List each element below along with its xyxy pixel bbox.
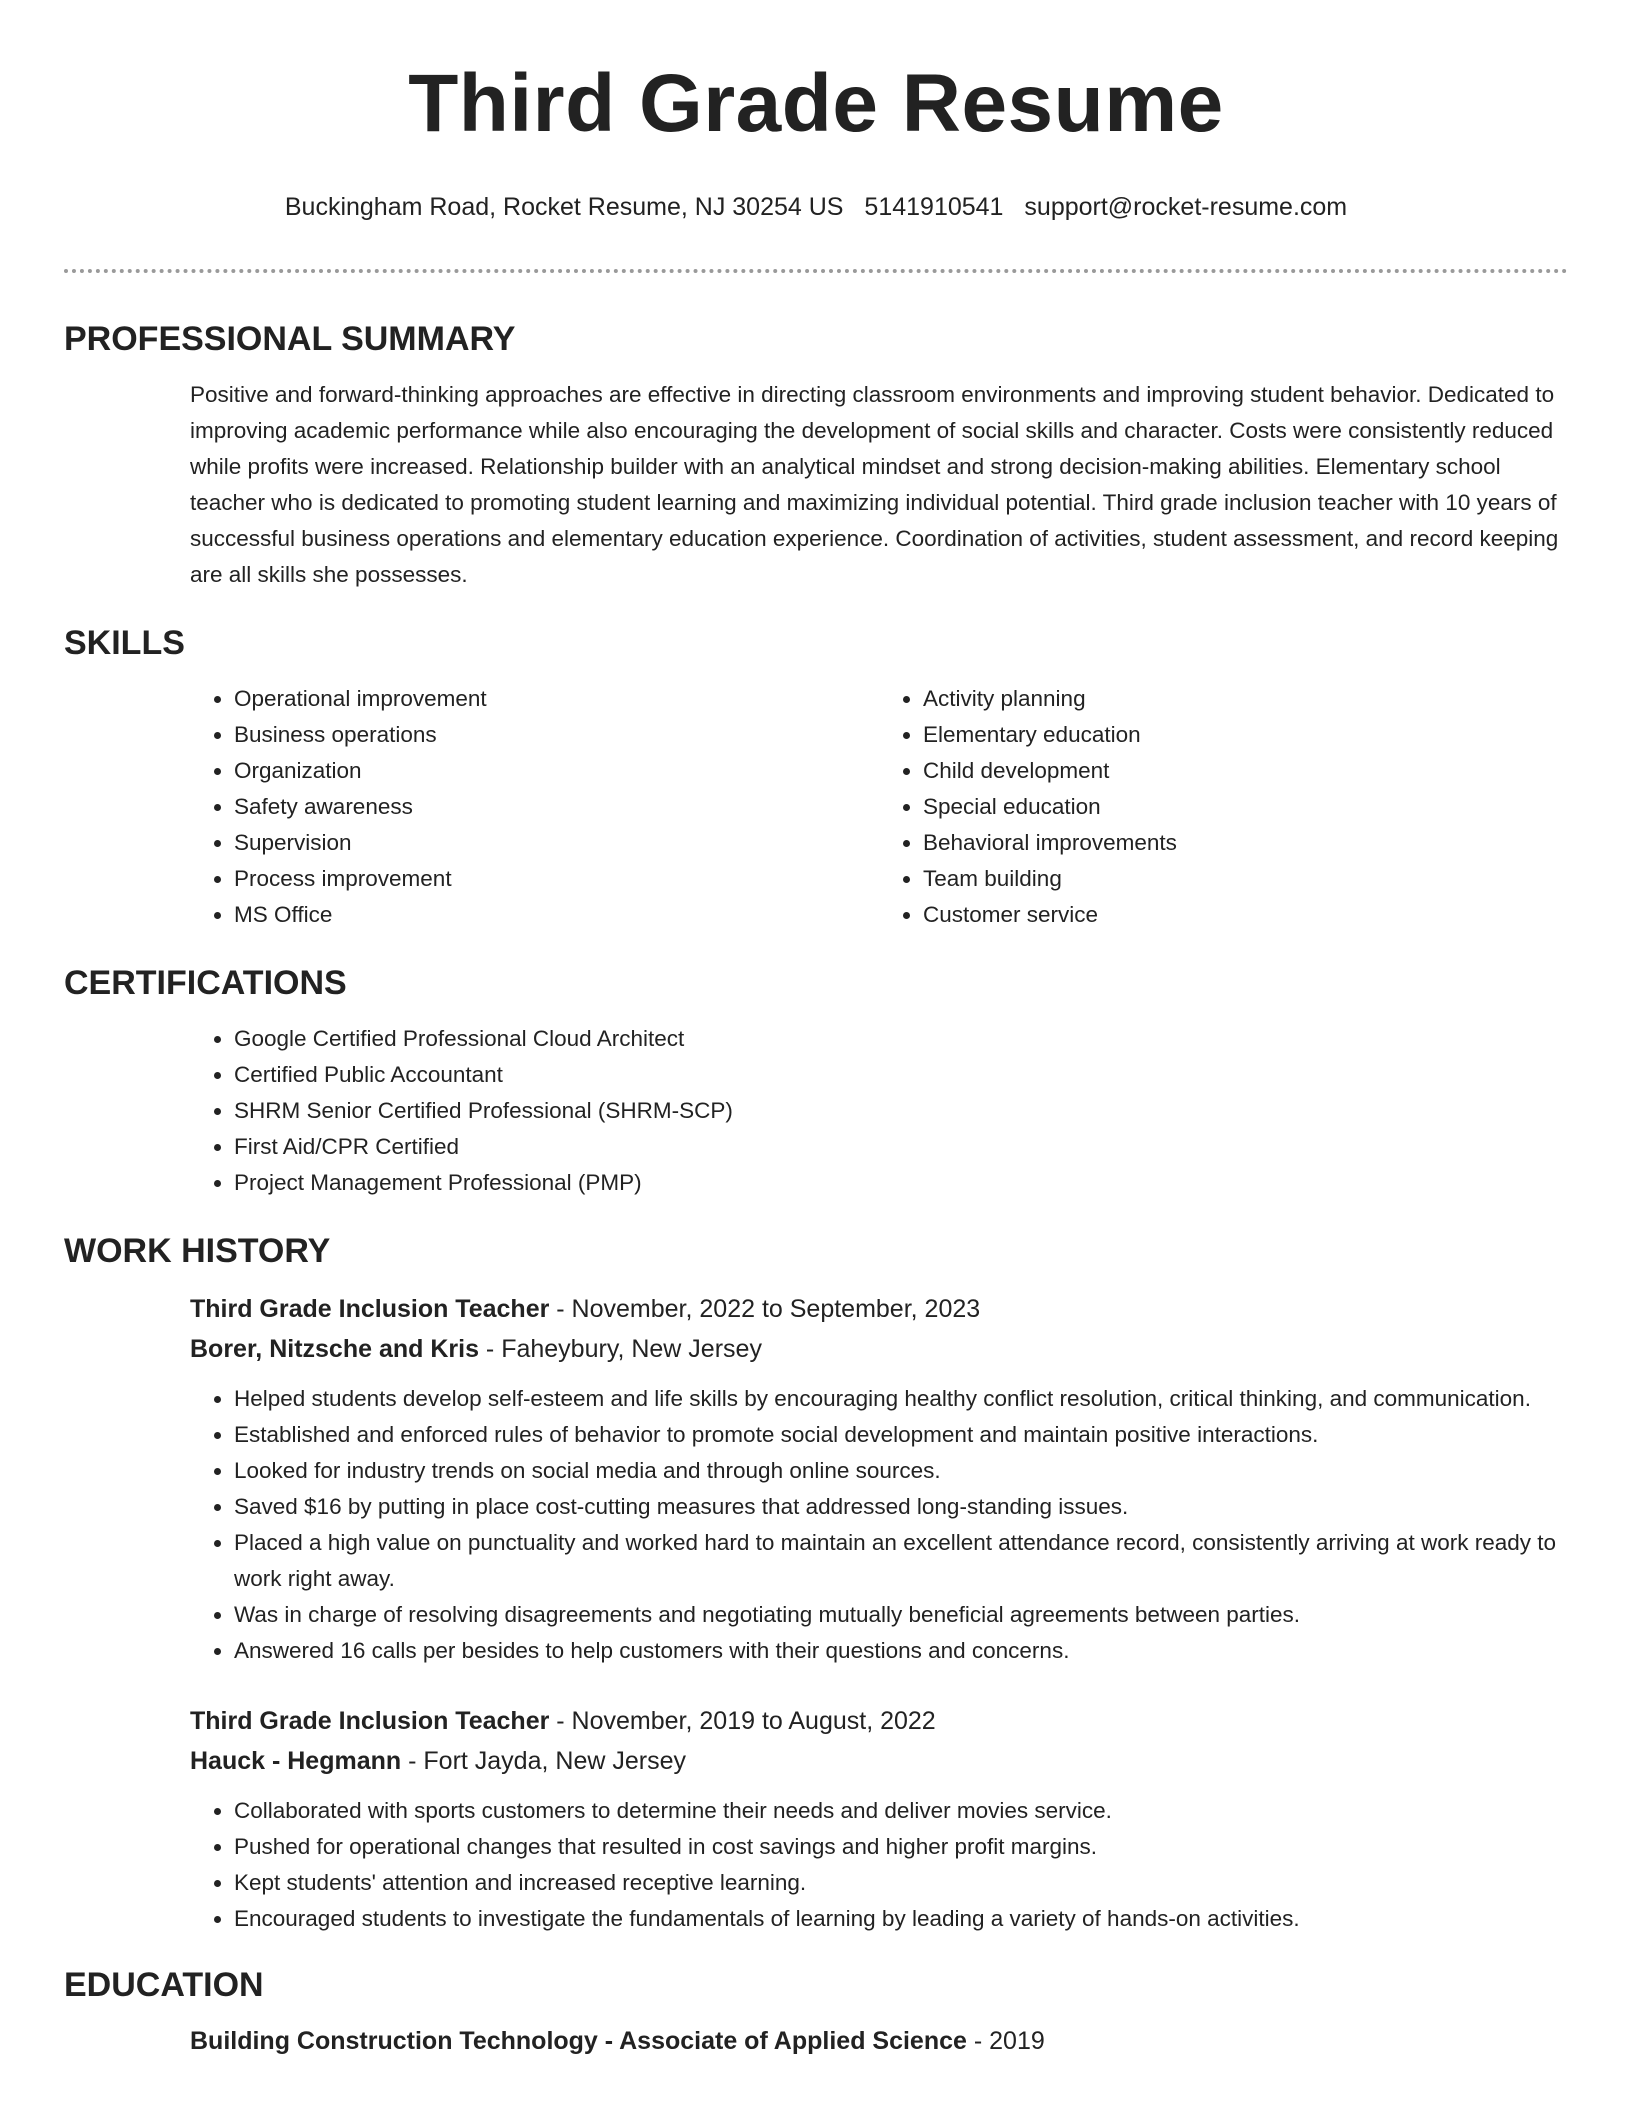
list-item: • Placed a high value on punctuality and worked hard to maintain an excellent attendance record, consistently arriving at work ready to work right away. (234, 1525, 1568, 1597)
job-bullets (190, 1793, 1568, 1937)
job-title-line (190, 1701, 1568, 1741)
education-heading: EDUCATION (64, 1966, 264, 2004)
list-item: • Organization (234, 753, 879, 789)
skills-heading: SKILLS (64, 624, 185, 662)
job-location: - Fort Jayda, New Jersey (401, 1747, 686, 1775)
work-history-heading: WORK HISTORY (64, 1232, 331, 1270)
list-item: • SHRM Senior Certified Professional (SHRM-SCP) (234, 1093, 1568, 1129)
list-item: • Special education (923, 789, 1568, 825)
education-year: - 2019 (966, 2027, 1045, 2055)
list-item: • Business operations (234, 717, 879, 753)
list-item: • Answered 16 calls per besides to help customers with their questions and concerns. (234, 1633, 1568, 1669)
job-entry (190, 1701, 1568, 1937)
certifications-heading: CERTIFICATIONS (64, 964, 347, 1002)
summary-heading: PROFESSIONAL SUMMARY (64, 320, 516, 358)
education-section (190, 2021, 1568, 2061)
list-item: • Project Management Professional (PMP) (234, 1165, 1568, 1201)
list-item: • Elementary education (923, 717, 1568, 753)
skills-list-left (190, 681, 879, 933)
list-item: • Team building (923, 861, 1568, 897)
list-item: • Established and enforced rules of behavior to promote social development and maintain positive interactions. (234, 1417, 1568, 1453)
list-item: • Behavioral improvements (923, 825, 1568, 861)
job-role: Third Grade Inclusion Teacher (190, 1295, 550, 1323)
list-item: • Google Certified Professional Cloud Architect (234, 1021, 1568, 1057)
job-company: Hauck - Hegmann (190, 1747, 402, 1775)
job-company-line (190, 1329, 1568, 1369)
list-item: • Helped students develop self-esteem and life skills by encouraging healthy conflict resolution, critical thinking, and communication. (234, 1381, 1568, 1417)
certifications-list (190, 1021, 1568, 1201)
job-location: - Faheybury, New Jersey (478, 1335, 762, 1363)
contact-line (0, 192, 1632, 222)
skills-list-right (879, 681, 1568, 933)
list-item: • Activity planning (923, 681, 1568, 717)
list-item: • Encouraged students to investigate the fundamentals of learning by leading a variety of hands-on activities. (234, 1901, 1568, 1937)
job-dates: - November, 2022 to September, 2023 (549, 1295, 981, 1323)
list-item: • First Aid/CPR Certified (234, 1129, 1568, 1165)
list-item: • Certified Public Accountant (234, 1057, 1568, 1093)
list-item: • Operational improvement (234, 681, 879, 717)
contact-email: support@rocket-resume.com (1024, 193, 1348, 221)
contact-address: Buckingham Road, Rocket Resume, NJ 30254 US (284, 193, 844, 221)
job-entry (190, 1289, 1568, 1669)
job-role: Third Grade Inclusion Teacher (190, 1707, 550, 1735)
list-item: • Pushed for operational changes that resulted in cost savings and higher profit margins. (234, 1829, 1568, 1865)
list-item: • Customer service (923, 897, 1568, 933)
summary-section (190, 377, 1568, 593)
list-item: • Supervision (234, 825, 879, 861)
list-item: • Child development (923, 753, 1568, 789)
job-title-line (190, 1289, 1568, 1329)
job-bullets (190, 1381, 1568, 1669)
list-item: • Was in charge of resolving disagreements and negotiating mutually beneficial agreements between parties. (234, 1597, 1568, 1633)
skills-section (190, 681, 1568, 933)
list-item: • Collaborated with sports customers to determine their needs and deliver movies service. (234, 1793, 1568, 1829)
list-item: • Safety awareness (234, 789, 879, 825)
resume-name: Third Grade Resume (408, 58, 1224, 149)
job-company: Borer, Nitzsche and Kris (190, 1335, 479, 1363)
list-item: • Looked for industry trends on social media and through online sources. (234, 1453, 1568, 1489)
header-divider (64, 269, 1568, 273)
list-item: • Kept students' attention and increased receptive learning. (234, 1865, 1568, 1901)
list-item: • MS Office (234, 897, 879, 933)
list-item: • Process improvement (234, 861, 879, 897)
education-degree: Building Construction Technology - Associate of Applied Science (190, 2027, 967, 2055)
summary-text: Positive and forward-thinking approaches are effective in directing classroom environments and improving student behavior. Dedicated to improving academic performance while also encouraging the development of social skills and character. Costs were consistently reduced while profits were increased. Relationship builder with an analytical mindset and strong decision-making abilities. Elementary school teacher who is dedicated to promoting student learning and maximizing individual potential. Third grade inclusion teacher with 10 years of successful business operations and elementary education experience. Coordination of activities, student assessment, and record keeping are all skills she possesses. (190, 382, 1559, 587)
job-dates: - November, 2019 to August, 2022 (549, 1707, 936, 1735)
certifications-section (190, 1021, 1568, 1201)
contact-phone: 5141910541 (864, 193, 1004, 221)
education-line (190, 2021, 1568, 2061)
job-company-line (190, 1741, 1568, 1781)
list-item: • Saved $16 by putting in place cost-cutting measures that addressed long-standing issues. (234, 1489, 1568, 1525)
